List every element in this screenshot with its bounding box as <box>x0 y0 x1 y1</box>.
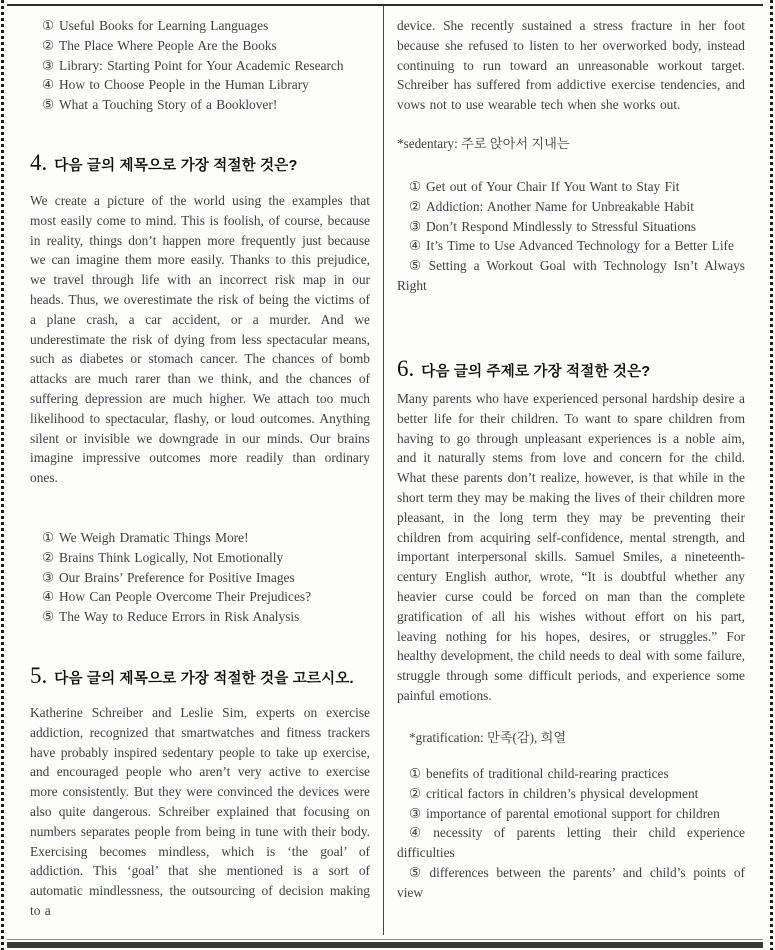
question-6-footnote: *gratification: 만족(감), 희열 <box>409 730 567 745</box>
option-label: How to Choose People in the Human Library <box>59 77 309 93</box>
option-marker: ① <box>42 530 55 545</box>
question-prompt: 다음 글의 제목으로 가장 적절한 것은? <box>54 158 298 174</box>
option-marker: ③ <box>42 569 55 585</box>
answer-option <box>397 863 745 903</box>
option-label: benefits of traditional child-rearing practices <box>426 766 669 781</box>
answer-option <box>397 256 745 296</box>
option-marker: ① <box>409 766 422 781</box>
question-5-header <box>30 663 370 689</box>
question-5-footnote: *sedentary: 주로 앉아서 지내는 <box>397 136 570 151</box>
option-label: necessity of parents letting their child experience difficulties <box>397 825 745 861</box>
option-label: What a Touching Story of a Booklover! <box>59 97 278 113</box>
question-number: 5. <box>30 663 48 688</box>
option-marker: ④ <box>409 825 429 841</box>
answer-option <box>397 236 745 256</box>
question-6-options <box>397 764 745 903</box>
option-label: We Weigh Dramatic Things More! <box>59 530 249 545</box>
option-marker: ⑤ <box>42 609 55 625</box>
answer-option <box>30 95 370 115</box>
option-marker: ④ <box>42 77 55 93</box>
option-marker: ⑤ <box>42 97 55 113</box>
answer-option <box>397 823 745 863</box>
question-5-passage-part2: device. She recently sustained a stress fracture in her foot because she refused to listen to her overworked body, instead continuing to run toward an unreasonable workout target. Schreiber has suffered from addictive exercise tendencies, and vows not to use wearable tech when she works out. <box>397 18 745 113</box>
answer-option <box>397 784 745 804</box>
option-label: Get out of Your Chair If You Want to Stay Fit <box>426 179 680 194</box>
option-marker: ② <box>409 198 422 214</box>
answer-option <box>30 587 370 607</box>
right-dotted-border <box>770 0 773 950</box>
option-label: Useful Books for Learning Languages <box>59 18 269 33</box>
left-column <box>30 0 370 950</box>
option-label: The Way to Reduce Errors in Risk Analysis <box>59 609 300 625</box>
answer-option <box>397 177 745 197</box>
question-6-header <box>397 356 745 382</box>
question-prompt: 다음 글의 주제로 가장 적절한 것은? <box>421 364 651 380</box>
option-label: It’s Time to Use Advanced Technology for a Better Life <box>426 238 734 254</box>
answer-option <box>397 217 745 237</box>
option-marker: ③ <box>42 57 55 73</box>
answer-option <box>30 607 370 627</box>
option-label: Setting a Workout Goal with Technology Isn’t Always Right <box>397 258 745 293</box>
option-marker: ③ <box>409 805 422 821</box>
answer-option <box>30 528 370 548</box>
answer-option <box>30 56 370 76</box>
right-column <box>397 0 745 950</box>
option-marker: ④ <box>42 589 55 605</box>
column-divider-line <box>383 6 384 935</box>
option-marker: ⑤ <box>409 864 425 880</box>
option-label: The Place Where People Are the Books <box>59 37 277 53</box>
option-label: How Can People Overcome Their Prejudices? <box>59 589 312 605</box>
question-number: 4. <box>30 150 48 175</box>
option-marker: ① <box>42 18 55 33</box>
question-prompt: 다음 글의 제목으로 가장 적절한 것을 고르시오. <box>54 671 354 687</box>
option-label: differences between the parents’ and child’s points of view <box>397 864 745 900</box>
question-4-options <box>30 528 370 627</box>
answer-option <box>30 548 370 568</box>
answer-option <box>30 568 370 588</box>
option-marker: ① <box>409 179 422 194</box>
option-label: critical factors in children’s physical development <box>426 785 699 801</box>
answer-option <box>397 197 745 217</box>
answer-option <box>397 804 745 824</box>
option-label: Don’t Respond Mindlessly to Stressful Situations <box>426 218 696 234</box>
answer-option <box>30 16 370 36</box>
option-marker: ② <box>42 37 55 53</box>
left-dotted-border <box>1 0 4 950</box>
previous-question-options <box>30 16 370 115</box>
option-label: Addiction: Another Name for Unbreakable Habit <box>426 198 694 214</box>
option-label: importance of parental emotional support for children <box>426 805 720 821</box>
option-marker: ② <box>409 785 422 801</box>
option-label: Brains Think Logically, Not Emotionally <box>59 549 284 565</box>
option-label: Our Brains’ Preference for Positive Images <box>59 569 295 585</box>
option-marker: ③ <box>409 218 422 234</box>
question-4-passage: We create a picture of the world using the examples that most easily come to mind. This is foolish, of course, because in reality, things don’t happen more frequently just because we can imagine them more easily. Thanks to this prejudice, we travel through life with an incorrect risk map in our heads. Thus, we overestimate the risk of being the victims of a plane crash, a car accident, or a murder. And we underestimate the risk of dying from less spectacular means, such as diabetes or stomach cancer. The chances of bomb attacks are much rarer than we think, and the chances of suffering depression are much higher. We attach too much likelihood to spectacular, flashy, or loud outcomes. Anything silent or invisible we downgrade in our minds. Our brains imagine impressive outcomes more readily than ordinary ones. <box>30 193 370 486</box>
option-label: Library: Starting Point for Your Academic Research <box>59 57 344 73</box>
answer-option <box>30 75 370 95</box>
question-number: 6. <box>397 356 415 381</box>
question-4-header <box>30 150 370 176</box>
question-5-passage-part1: Katherine Schreiber and Leslie Sim, experts on exercise addiction, recognized that smartwatches and fitness trackers have probably inspired sedentary people to take up exercise, and encouraged people who aren’t very active to exercise more consistently. But they were convinced the devices were also quite dangerous. Schreiber explained that focusing on numbers separates people from being in tune with their body. Exercising becomes mindless, which is ‘the goal’ of addiction. This ‘goal’ that she mentioned is a sort of automatic mindlessness, the outsourcing of decision making to a <box>30 705 370 918</box>
question-6-passage: Many parents who have experienced personal hardship desire a better life for their children. To want to spare children from having to go through unpleasant experiences is a noble aim, and it naturally stems from love and concern for the child. What these parents don’t realize, however, is that while in the short term they may be making the lives of their children more pleasant, in the long term they may be preventing their children from acquiring self-confidence, mental strength, and important interpersonal skills. Samuel Smiles, a nineteenth-century English author, wrote, “It is doubtful whether any heavier curse could be forced on man than the complete gratification of all his wishes without effort on his part, leaving nothing for his hopes, desires, or struggles.” For healthy development, the child needs to deal with some failure, struggle through some difficult periods, and experience some painful emotions. <box>397 391 745 703</box>
option-marker: ④ <box>409 238 422 254</box>
option-marker: ⑤ <box>409 258 424 274</box>
answer-option <box>397 764 745 784</box>
question-5-options <box>397 177 745 296</box>
option-marker: ② <box>42 549 55 565</box>
answer-option <box>30 36 370 56</box>
